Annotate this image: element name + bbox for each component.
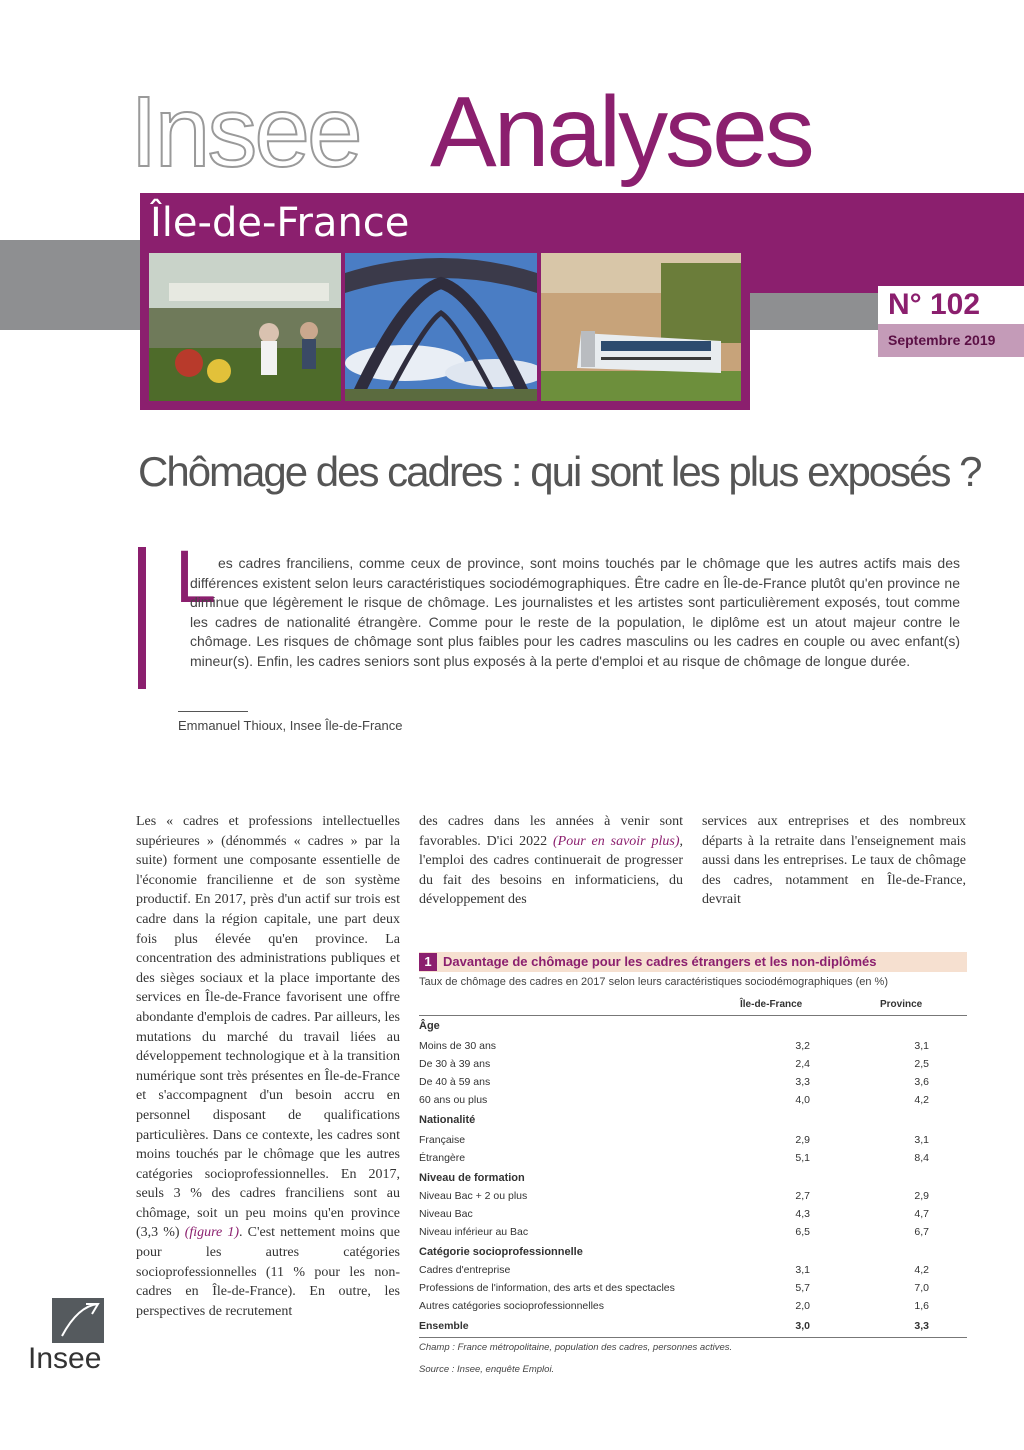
- table-row: [419, 1208, 967, 1225]
- table-cell-label: De 30 à 39 ans: [419, 1058, 491, 1070]
- market-photo: [149, 253, 341, 401]
- table-row: [419, 1152, 967, 1169]
- table-cell-value: 5,7: [795, 1282, 810, 1294]
- table-cell-value: 3,1: [795, 1264, 810, 1276]
- insee-logo-text: Insee: [28, 1342, 102, 1375]
- table-cell-value: 4,2: [914, 1264, 929, 1276]
- body-column-2: [419, 812, 683, 910]
- eiffel-tower-photo: [345, 253, 537, 401]
- issue-number: N° 102: [878, 286, 1024, 324]
- table-row: [419, 1040, 967, 1057]
- table-cell-value: 4,7: [914, 1208, 929, 1220]
- table-cell-value: 4,2: [914, 1094, 929, 1106]
- table-cell-value: 3,1: [914, 1040, 929, 1052]
- table-cell-value: 2,9: [795, 1134, 810, 1146]
- tram-photo: [541, 253, 741, 401]
- table-row: [419, 1190, 967, 1207]
- insee-logo-icon: [52, 1298, 104, 1343]
- table-row: [419, 1134, 967, 1151]
- table-cell-label: Niveau Bac + 2 ou plus: [419, 1190, 528, 1202]
- body-text: services aux entreprises et des nombreux départs à la retraite dans l'enseignement mais aussi dans les entreprises. Le taux de chômage des cadres, notamment en Île-de-France, devrait: [702, 814, 966, 908]
- abstract-bar: [138, 547, 146, 689]
- issue-date: Septembre 2019: [878, 324, 1024, 357]
- table-rule: [419, 1015, 967, 1016]
- table-cell-value: 7,0: [914, 1282, 929, 1294]
- table-cell-value: 8,4: [914, 1152, 929, 1164]
- table-cell-value: 6,5: [795, 1226, 810, 1238]
- header-photo-strip: [140, 245, 750, 410]
- table-cell-value: 3,3: [795, 1076, 810, 1088]
- table-cell-value: 2,9: [914, 1190, 929, 1202]
- reference-link[interactable]: (Pour en savoir plus): [553, 833, 680, 849]
- table-cell-value: 3,6: [914, 1076, 929, 1088]
- body-column-1: [136, 812, 400, 1321]
- table-column-header: Province: [880, 999, 923, 1010]
- table-cell-value: 2,4: [795, 1058, 810, 1070]
- table-row: [419, 1320, 967, 1337]
- table-cell-value: 3,2: [795, 1040, 810, 1052]
- table-section-header: [419, 1172, 967, 1189]
- table-row: [419, 1094, 967, 1111]
- table-cell-label: Moins de 30 ans: [419, 1040, 497, 1052]
- table-subtitle: Taux de chômage des cadres en 2017 selon leurs caractéristiques sociodémographiques (en %): [419, 976, 888, 988]
- abstract: es cadres franciliens, comme ceux de province, sont moins touchés par le chômage que les autres actifs mais des différences existent selon leurs caractéristiques sociodémographiques. Être cadre en Île-de-France plutôt qu'en province ne diminue que légèrement le risque de chômage. Les journalistes et les artistes sont particulièrement exposés, tout comme les cadres de nationalité étrangère. Comme pour le reste de la population, le diplôme est un atout majeur contre le chômage. Les risques de chômage sont plus faibles pour les cadres masculins ou les cadres en couple ou avec enfant(s) mineur(s). Enfin, les cadres seniors sont plus exposés à la perte d'emploi et au risque de chômage de longue durée.: [190, 555, 960, 669]
- figure-link[interactable]: (figure 1): [184, 1225, 240, 1241]
- brand-insee: Insee: [130, 76, 360, 188]
- table-cell-label: Niveau de formation: [419, 1172, 525, 1184]
- table-cell-label: Nationalité: [419, 1114, 476, 1126]
- table-section-header: [419, 1246, 967, 1263]
- table-cell-value: 2,0: [795, 1300, 810, 1312]
- table-row: [419, 1300, 967, 1317]
- table-cell-label: Professions de l'information, des arts et des spectacles: [419, 1282, 675, 1294]
- table-cell-label: Étrangère: [419, 1152, 466, 1164]
- table-cell-value: 1,6: [914, 1300, 929, 1312]
- table-cell-value: 3,1: [914, 1134, 929, 1146]
- table-row: [419, 1058, 967, 1075]
- table-cell-label: Catégorie socioprofessionnelle: [419, 1246, 583, 1258]
- table-scope-note: Champ : France métropolitaine, population des cadres, personnes actives.: [419, 1342, 733, 1353]
- table-row: [419, 1076, 967, 1093]
- table-column-header: Île-de-France: [740, 999, 803, 1010]
- table-cell-value: 6,7: [914, 1226, 929, 1238]
- table-cell-label: De 40 à 59 ans: [419, 1076, 491, 1088]
- table-cell-label: Autres catégories socioprofessionnelles: [419, 1300, 605, 1312]
- table-cell-value: 3,3: [914, 1320, 929, 1332]
- table-row: [419, 1264, 967, 1281]
- author-divider: [178, 711, 248, 712]
- body-text: des cadres dans les années à venir sont favorables. D'ici 2022: [419, 814, 683, 849]
- table-cell-label: Ensemble: [419, 1320, 469, 1332]
- table-cell-value: 4,3: [795, 1208, 810, 1220]
- table-cell-value: 4,0: [795, 1094, 810, 1106]
- table-title: Davantage de chômage pour les cadres étrangers et les non-diplômés: [443, 954, 877, 969]
- table-cell-label: Niveau Bac: [419, 1208, 473, 1220]
- table-section-header: [419, 1020, 967, 1037]
- author: Emmanuel Thioux, Insee Île-de-France: [178, 718, 403, 733]
- table-cell-value: 2,5: [914, 1058, 929, 1070]
- table-cell-value: 5,1: [795, 1152, 810, 1164]
- body-text: Les « cadres et professions intellectuelles supérieures » (dénommés « cadres » par la suite) forment une composante essentielle de l'économie francilienne et de son système productif. En 2017, près d'un actif sur trois est cadre dans la région capitale, une part deux fois plus élevée qu'en province. La concentration des administrations publiques et des sièges sociaux et la place importante des services en Île-de-France favorisent une offre abondante d'emplois de cadres. Par ailleurs, les mutations du marché du travail liées au développement technologique et à la transition numérique sont très présentes en Île-de-France et s'accompagnent d'un besoin accru en personnel disposant de qualifications particulières. Dans ce contexte, les cadres sont moins touchés par le chômage que les autres catégories socioprofessionnelles. En 2017, seuls 3 % des cadres franciliens sont au chômage, soit un peu moins qu'en province (3,3 %): [136, 814, 400, 1241]
- brand-analyses: Analyses: [430, 76, 812, 188]
- table-rule: [419, 1337, 967, 1338]
- table-row: [419, 1226, 967, 1243]
- dropcap: L: [175, 535, 217, 618]
- table-cell-value: 2,7: [795, 1190, 810, 1202]
- table-cell-label: Âge: [419, 1020, 440, 1032]
- table-cell-label: 60 ans ou plus: [419, 1094, 488, 1106]
- table-number: 1: [419, 953, 437, 971]
- table-cell-label: Cadres d'entreprise: [419, 1264, 511, 1276]
- page-title: Chômage des cadres : qui sont les plus exposés ?: [138, 448, 981, 495]
- body-text: , l'emploi des cadres continuerait de progresser du fait des besoins en informaticiens, du développement des: [419, 833, 683, 908]
- body-column-3: [702, 812, 966, 910]
- table-source-note: Source : Insee, enquête Emploi.: [419, 1364, 555, 1375]
- table-cell-value: 3,0: [795, 1320, 810, 1332]
- body-text: . C'est nettement moins que pour les autres catégories socioprofessionnelles (11 % pour les non-cadres en Île-de-France). En outre, les perspectives de recrutement: [136, 1225, 400, 1319]
- table-section-header: [419, 1114, 967, 1131]
- region-label: Île-de-France: [150, 200, 410, 246]
- table-cell-label: Niveau inférieur au Bac: [419, 1226, 529, 1238]
- table-row: [419, 1282, 967, 1299]
- table-cell-label: Française: [419, 1134, 466, 1146]
